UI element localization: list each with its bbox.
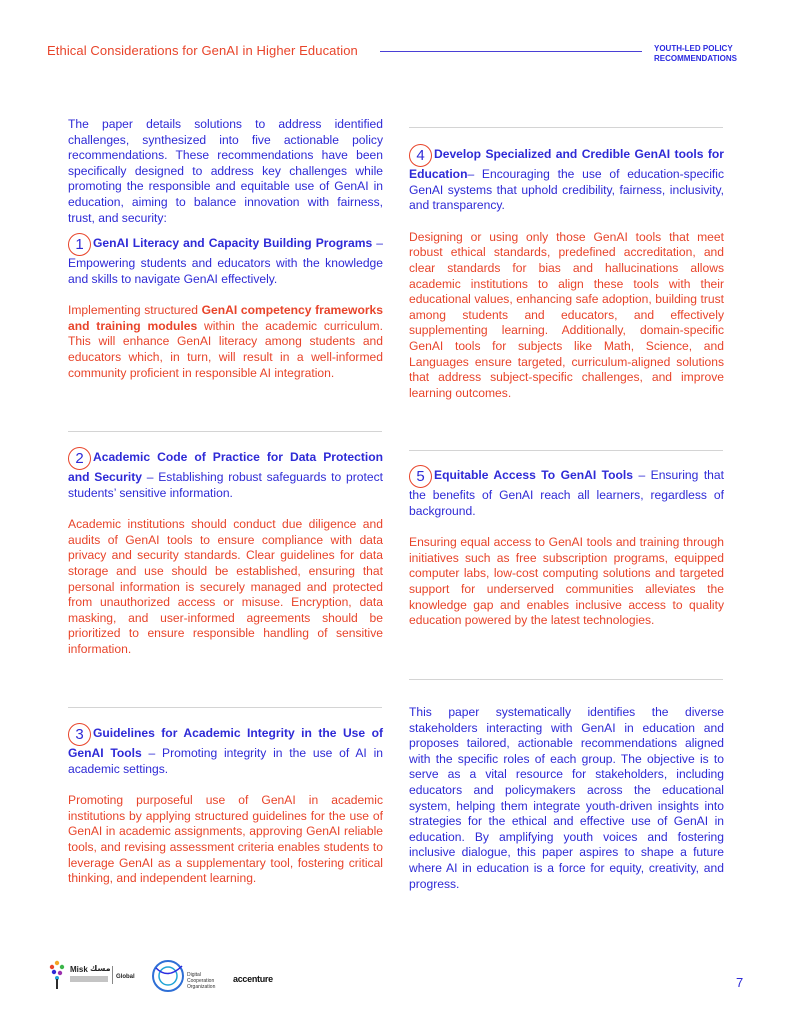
separator [68, 431, 382, 432]
dco-text-2: Cooperation [187, 978, 215, 984]
number-5-badge: 5 [409, 465, 432, 488]
misk-logo-text: Misk [70, 965, 88, 974]
recommendation-1-heading [68, 233, 383, 287]
separator [409, 679, 723, 680]
recommendation-3-heading [68, 723, 383, 777]
number-3-badge: 3 [68, 723, 91, 746]
separator [68, 707, 382, 708]
recommendation-4-summary: – Encouraging the use of education-specific GenAI systems that uphold credibility, fairness, inclusivity, and transparency. [409, 167, 724, 213]
recommendation-2-heading [68, 447, 383, 501]
conclusion-block [409, 705, 724, 892]
section-tag [654, 44, 764, 64]
header-title: Ethical Considerations for GenAI in Higher Education [47, 43, 358, 58]
recommendation-5-heading [409, 465, 724, 519]
page-number: 7 [736, 975, 744, 990]
recommendation-5-title: Equitable Access To GenAI Tools [434, 468, 633, 482]
recommendation-1-summary: – Empowering students and educators with the knowledge and skills to navigate GenAI effectively. [68, 236, 383, 286]
recommendation-1-body-pre: Implementing structured [68, 303, 202, 318]
recommendation-2 [68, 447, 383, 658]
accenture-logo: accenture [233, 974, 273, 984]
dco-logo [150, 956, 220, 996]
misk-foundation-logo [46, 958, 136, 994]
recommendation-2-summary: – Establishing robust safeguards to protect students’ sensitive information. [68, 470, 384, 500]
separator [409, 127, 723, 128]
recommendation-4 [409, 144, 724, 401]
number-2-badge: 2 [68, 447, 91, 470]
recommendation-3-summary: – Promoting integrity in the use of AI in academic settings. [68, 746, 383, 776]
recommendation-5-summary: – Ensuring that the benefits of GenAI reach all learners, regardless of background. [409, 468, 724, 518]
recommendation-1-body [68, 303, 383, 381]
section-tag-line-2: RECOMMENDATIONS [654, 54, 737, 63]
section-tag-line-1: YOUTH-LED POLICY [654, 44, 733, 53]
header-divider [380, 51, 642, 52]
recommendation-4-heading [409, 144, 724, 214]
misk-logo-arabic: مسك [90, 964, 111, 973]
recommendation-5 [409, 465, 724, 629]
intro-block [68, 117, 383, 226]
number-4-badge: 4 [409, 144, 432, 167]
dco-logo-icon [150, 956, 190, 996]
dco-text-3: Organization [187, 984, 216, 990]
intro-paragraph: The paper details solutions to address identified challenges, synthesized into five actionable policy recommendations. These recommendations have been specifically designed to address key challenges while promoting the responsible and equitable use of GenAI in education, aiming to balance innovation with fairness, trust, and security: [68, 117, 383, 225]
recommendation-3-body: Promoting purposeful use of GenAI in academic institutions by applying structured guidelines for the use of GenAI in academic assignments, approving GenAI reliable tools, and revising assessment criteria enables students to leverage GenAI as a supplementary tool, fostering critical thinking, and independent learning. [68, 793, 383, 886]
recommendation-3 [68, 723, 383, 887]
recommendation-1-body-bold: GenAI competency frameworks and training modules [68, 303, 383, 333]
recommendation-1 [68, 233, 383, 381]
logo-divider [112, 966, 113, 984]
conclusion-paragraph: This paper systematically identifies the diverse stakeholders interacting with GenAI in education and proposes tailored, actionable recommendations aligned with the specific roles of each group. The objective is to serve as a vital resource for stakeholders, including educators and policymakers across the educational system, helping them integrate youth-driven insights into strategies for the ethical and effective use of GenAI in education. By amplifying youth voices and fostering inclusive dialogue, this paper aspires to shape a future where AI in education is a force for equity, creativity, and progress. [409, 705, 724, 891]
recommendation-4-title: Develop Specialized and Credible GenAI tools for Education [409, 147, 724, 181]
global-logo-text: Global [116, 974, 135, 980]
number-1-badge: 1 [68, 233, 91, 256]
recommendation-4-body: Designing or using only those GenAI tools that meet robust ethical standards, predefined accreditation, and clear standards for bias and hallucinations allows academic institutions to align these tools with their educational values, enhancing safe adoption, building trust among students and educators, and effectively supplementing learning. Additionally, domain-specific GenAI tools for subjects like Math, Science, and Languages ensure targeted, curriculum-aligned solutions that address subject-specific challenges, and improve learning outcomes. [409, 229, 724, 400]
recommendation-1-title: GenAI Literacy and Capacity Building Programs [93, 236, 373, 250]
separator [409, 450, 723, 451]
recommendation-3-title: Guidelines for Academic Integrity in the Use of GenAI Tools [68, 726, 383, 760]
recommendation-2-body: Academic institutions should conduct due diligence and audits of GenAI tools to ensure compliance with data privacy and security standards. Clear guidelines for data storage and use should be established, ensuring that personal information is securely managed and protected from unauthorized access or misuse. Encryption, data masking, and user-informed agreements should be prioritized to ensure responsible handling of sensitive information. [68, 517, 383, 656]
dco-logo-text [187, 972, 215, 990]
recommendation-5-body: Ensuring equal access to GenAI tools and training through initiatives such as free subscription programs, equipped computer labs, low-cost computing solutions and targeted support for underserved communities alleviates the knowledge gap and enables inclusive access to quality education powered by the latest technologies. [409, 535, 724, 628]
dco-text-1: Digital [187, 972, 201, 978]
recommendation-1-body-post: within the academic curriculum. This will enhance GenAI literacy among students and educators which, in turn, will result in a well-informed community proficient in responsible AI integration. [68, 318, 383, 380]
misk-logo-subtext [70, 976, 108, 982]
recommendation-2-title: Academic Code of Practice for Data Protection and Security [68, 450, 383, 484]
